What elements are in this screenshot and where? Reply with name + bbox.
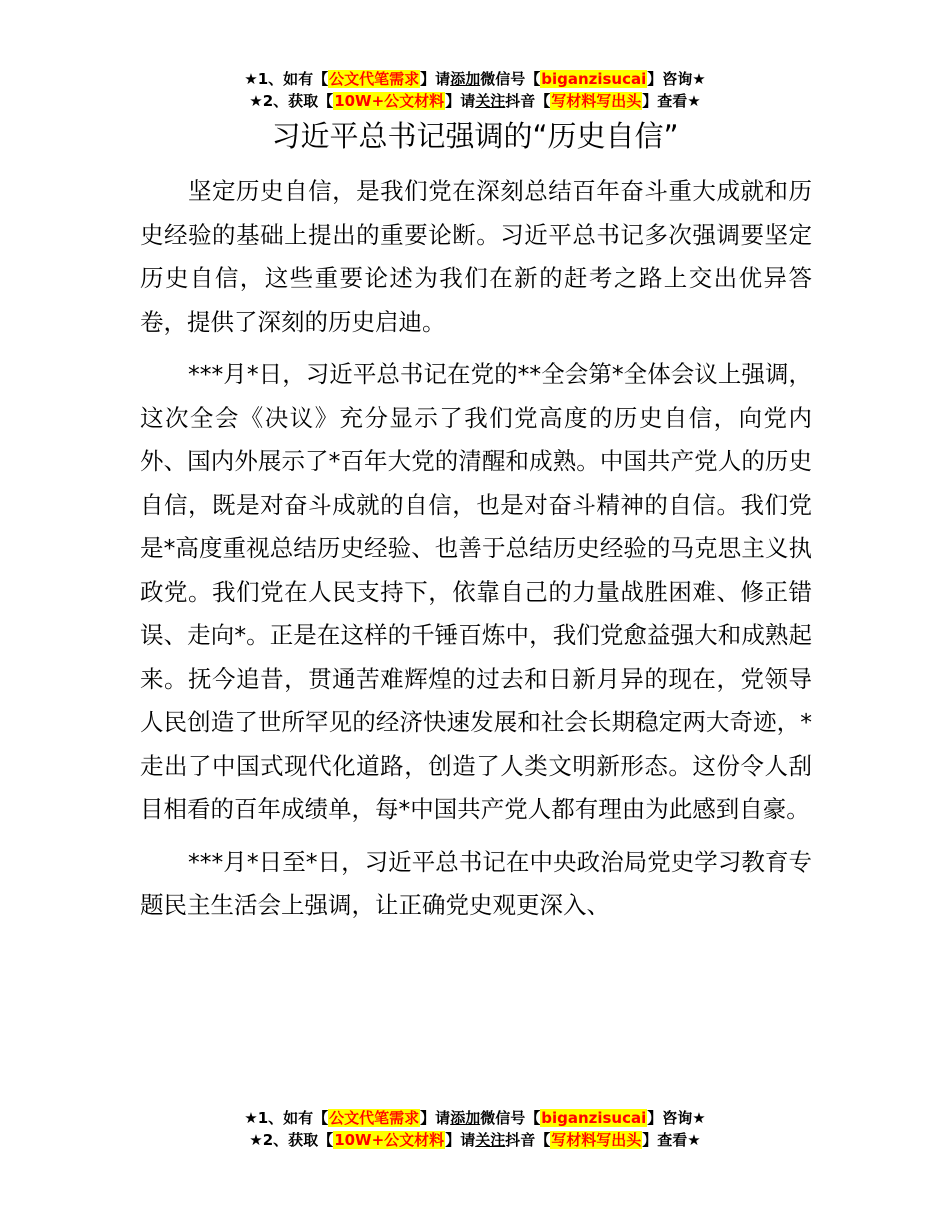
document-body <box>140 170 812 937</box>
ad-highlight: biganzisucai <box>541 70 647 88</box>
ad-text: ★2、获取【 <box>249 1131 334 1149</box>
ad-highlight: 公文代笔需求 <box>329 70 420 88</box>
ad-underline-text: 添加 <box>450 1109 481 1127</box>
ad-highlight: 10W+公文材料 <box>334 92 445 110</box>
footer-ad-block <box>0 1107 950 1151</box>
ad-text: ★1、如有【 <box>244 1109 329 1127</box>
ad-text: ★2、获取【 <box>249 92 334 110</box>
ad-text: ★1、如有【 <box>244 70 329 88</box>
ad-underline-text: 关注 <box>475 1131 506 1149</box>
footer-ad-line-2 <box>0 1129 950 1151</box>
ad-underline-text: 添加 <box>450 70 481 88</box>
ad-text: 】咨询★ <box>647 1109 706 1127</box>
header-ad-line-1 <box>0 68 950 90</box>
ad-highlight: 写材料写出头 <box>551 92 642 110</box>
header-ad-line-2 <box>0 90 950 112</box>
header-ad-block <box>0 68 950 112</box>
ad-text: 抖音【 <box>505 92 551 110</box>
ad-text: 】查看★ <box>642 1131 701 1149</box>
ad-highlight: biganzisucai <box>541 1109 647 1127</box>
paragraph: ***月*日至*日，习近平总书记在中央政治局党史学习教育专题民主生活会上强调，让正确党史观更深入、 <box>140 847 812 919</box>
ad-text: 】请 <box>445 92 476 110</box>
footer-ad-line-1 <box>0 1107 950 1129</box>
ad-text: 】请 <box>420 1109 451 1127</box>
ad-text: 】请 <box>445 1131 476 1149</box>
ad-highlight: 公文代笔需求 <box>329 1109 420 1127</box>
ad-text: 微信号【 <box>480 1109 541 1127</box>
ad-text: 】请 <box>420 70 451 88</box>
ad-underline-text: 关注 <box>475 92 506 110</box>
paragraph: ***月*日，习近平总书记在党的**全会第*全体会议上强调，这次全会《决议》充分显示了我们党高度的历史自信，向党内外、国内外展示了*百年大党的清醒和成熟。中国共产党人的历史自信，既是对奋斗成就的自信，也是对奋斗精神的自信。我们党是*高度重视总结历史经验、也善于总结历史经验的马克思主义执政党。我们党在人民支持下，依靠自己的力量战胜困难、修正错误、走向*。正是在这样的千锤百炼中，我们党愈益强大和成熟起来。抚今追昔，贯通苦难辉煌的过去和日新月异的现在，党领导人民创造了世所罕见的经济快速发展和社会长期稳定两大奇迹，*走出了中国式现代化道路，创造了人类文明新形态。这份令人刮目相看的百年成绩单，每*中国共产党人都有理由为此感到自豪。 <box>140 360 812 823</box>
document-title: 习近平总书记强调的“历史自信” <box>271 119 679 153</box>
ad-highlight: 写材料写出头 <box>551 1131 642 1149</box>
ad-text: 】查看★ <box>642 92 701 110</box>
ad-text: 】咨询★ <box>647 70 706 88</box>
ad-highlight: 10W+公文材料 <box>334 1131 445 1149</box>
ad-text: 微信号【 <box>480 70 541 88</box>
paragraph: 坚定历史自信，是我们党在深刻总结百年奋斗重大成就和历史经验的基础上提出的重要论断。习近平总书记多次强调要坚定历史自信，这些重要论述为我们在新的赶考之路上交出优异答卷，提供了深刻的历史启迪。 <box>140 177 812 336</box>
ad-text: 抖音【 <box>505 1131 551 1149</box>
